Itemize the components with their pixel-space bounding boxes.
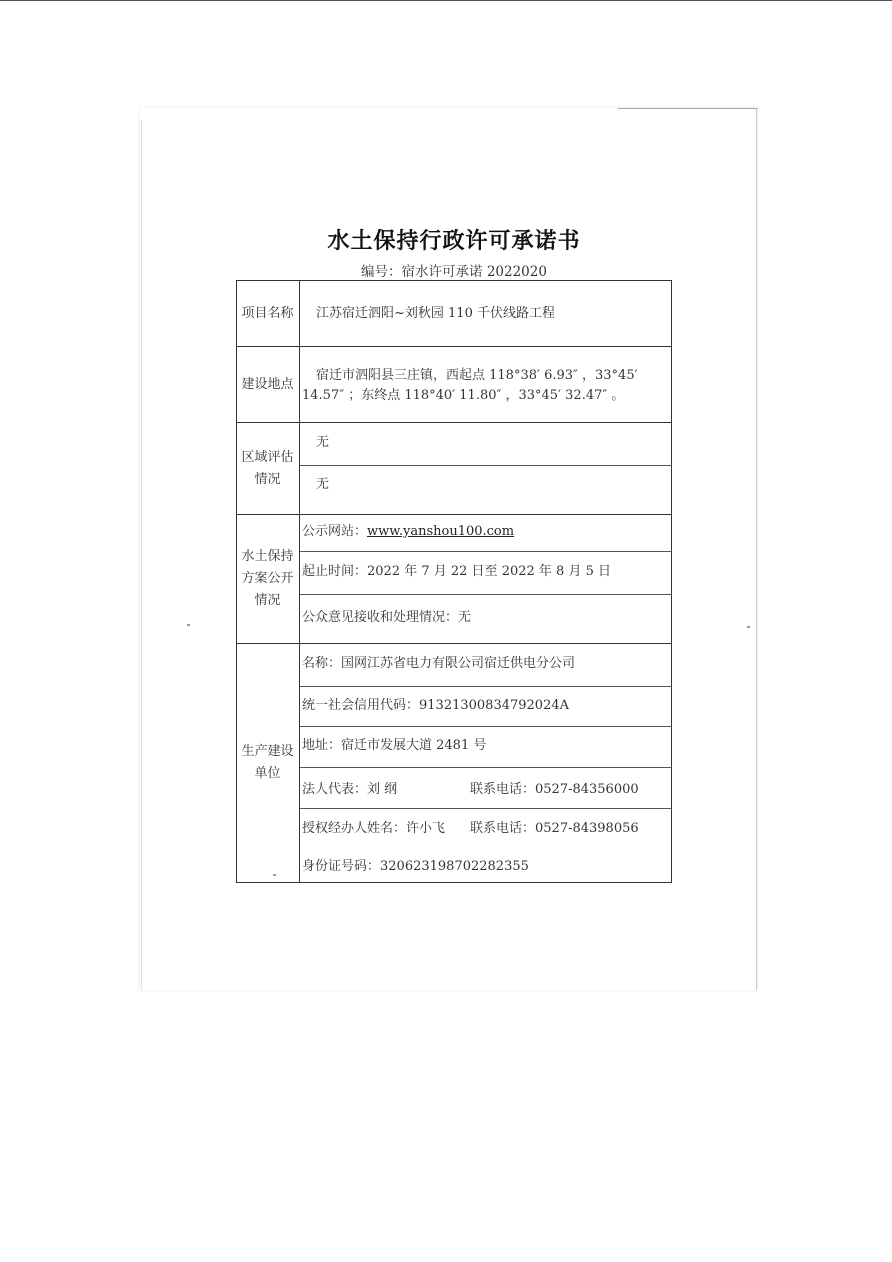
value-credit-code: 统一社会信用代码：91321300834792024A	[302, 698, 569, 713]
label-line: 单位	[254, 766, 281, 781]
label-location: 建设地点	[241, 376, 294, 392]
value-agent-name: 授权经办人姓名：许小飞	[302, 821, 446, 836]
label-plan-disclosure	[236, 515, 299, 643]
document-serial-number: 编号：宿水许可承诺 2022020	[361, 264, 547, 280]
value-unit-name: 名称：国网江苏省电力有限公司宿迁供电分公司	[302, 656, 576, 671]
value-legal-representative: 法人代表：刘 纲	[302, 782, 398, 797]
subrow-divider	[299, 686, 672, 687]
label-line: 区域评估	[241, 449, 294, 465]
subrow-divider	[299, 808, 672, 809]
value-location-line2: 14.57″ ；东终点 118°40′ 11.80″ ，33°45′ 32.47″ 。	[302, 388, 625, 403]
label-line: 生产建设	[241, 744, 294, 759]
website-link[interactable]: www.yanshou100.com	[367, 524, 515, 539]
label-line: 水土保持	[241, 549, 294, 564]
value-regional-assessment-2: 无	[316, 477, 330, 492]
scan-speck	[273, 874, 276, 876]
label-line: 情况	[254, 593, 281, 608]
value-agent-phone: 联系电话：0527-84398056	[470, 821, 639, 836]
label-line: 情况	[254, 471, 281, 487]
row-divider	[236, 422, 672, 423]
page-edge	[141, 120, 142, 990]
table-column-divider	[299, 280, 300, 883]
value-location-line1: 宿迁市泗阳县三庄镇，西起点 118°38′ 6.93″ ，33°45′	[316, 368, 638, 383]
label-regional-assessment	[236, 423, 299, 514]
scan-top-border	[0, 0, 892, 1]
page-edge	[618, 108, 758, 109]
value-address: 地址：宿迁市发展大道 2481 号	[302, 738, 487, 753]
value-regional-assessment-1: 无	[316, 435, 330, 450]
label-project-name: 项目名称	[241, 305, 294, 321]
subrow-divider	[299, 726, 672, 727]
website-label: 公示网站：	[302, 524, 368, 539]
value-disclosure-period: 起止时间：2022 年 7 月 22 日至 2022 年 8 月 5 日	[302, 564, 611, 579]
document-title: 水土保持行政许可承诺书	[327, 228, 581, 254]
row-divider	[236, 346, 672, 347]
value-id-number: 身份证号码：320623198702282355	[302, 859, 529, 874]
scan-speck	[747, 626, 750, 628]
label-line: 方案公开	[241, 571, 294, 586]
value-project-name: 江苏宿迁泗阳~刘秋园 110 千伏线路工程	[316, 306, 555, 321]
value-legal-phone: 联系电话：0527-84356000	[470, 782, 639, 797]
page-edge	[756, 108, 757, 990]
subrow-divider	[299, 551, 672, 552]
subrow-divider	[299, 767, 672, 768]
scan-speck	[187, 624, 190, 626]
value-disclosure-website-row	[302, 519, 514, 545]
label-construction-unit	[236, 644, 299, 882]
row-divider	[236, 514, 672, 515]
subrow-divider	[299, 594, 672, 595]
row-divider	[236, 643, 672, 644]
subrow-divider	[299, 465, 672, 466]
value-disclosure-opinions: 公众意见接收和处理情况：无	[302, 610, 472, 625]
